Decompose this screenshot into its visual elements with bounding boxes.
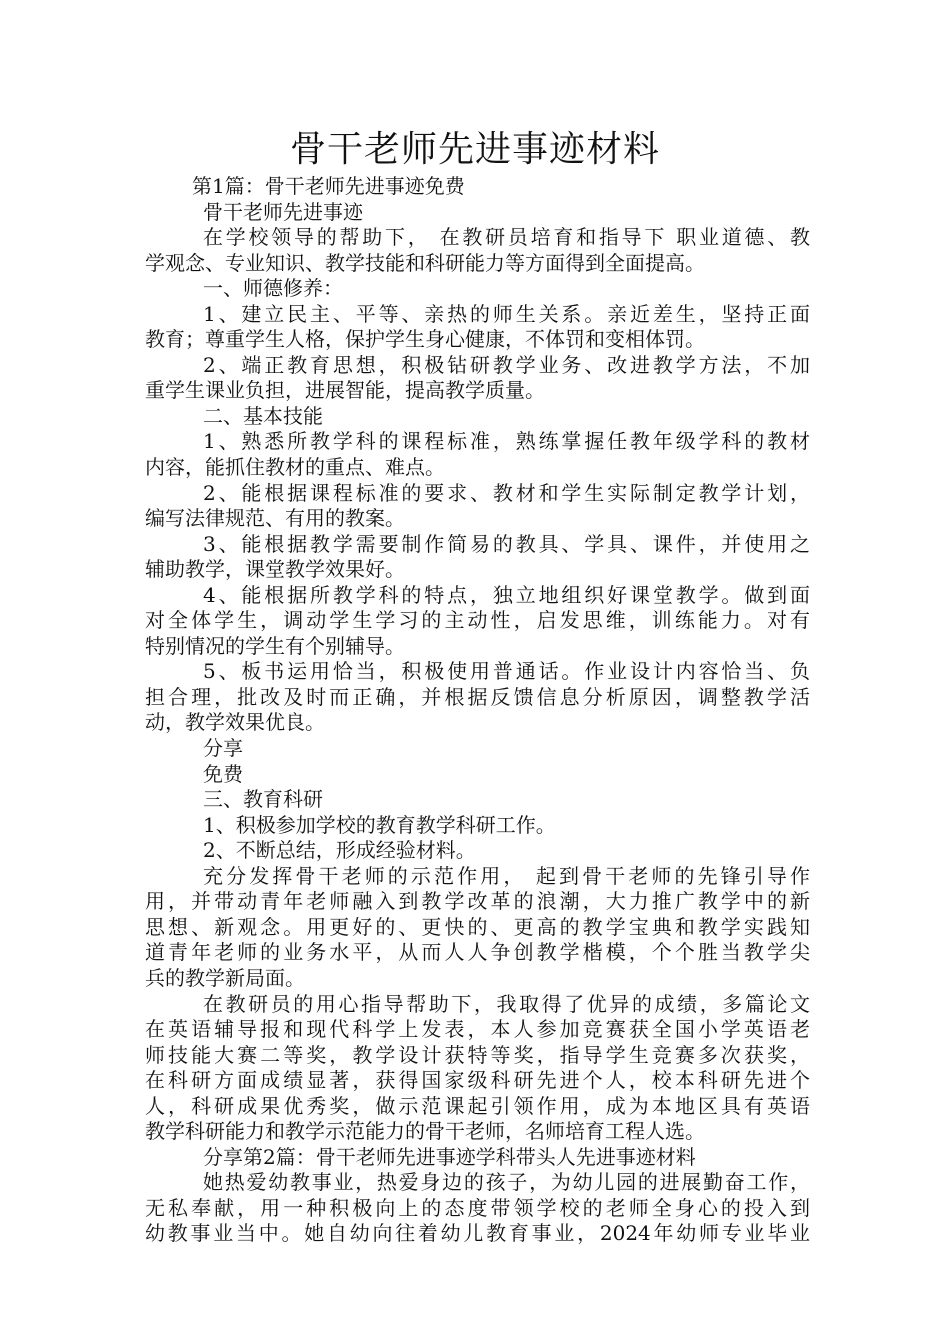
document-title: 骨干老师先进事迹材料: [289, 129, 660, 170]
paragraph-line: 内容，能抓住教材的重点、难点。: [145, 455, 445, 480]
paragraph-line: 编写法律规范、有用的教案。: [145, 506, 405, 531]
paragraph-line: 无私奉献，用一种积极向上的态度带领学校的老师全身心的投入到: [145, 1195, 810, 1220]
paragraph-line: 教育；尊重学生人格，保护学生身心健康，不体罚和变相体罚。: [145, 327, 705, 352]
section-heading: 二、基本技能: [203, 403, 323, 428]
paragraph-line: 对全体学生，调动学生学习的主动性，启发思维，训练能力。对有: [145, 608, 810, 633]
chapter-heading-1: 第1篇：骨干老师先进事迹免费: [192, 174, 465, 198]
paragraph-line: 1、熟悉所教学科的课程标准，熟练掌握任教年级学科的教材: [203, 429, 810, 454]
paragraph-line: 学观念、专业知识、教学技能和科研能力等方面得到全面提高。: [145, 250, 705, 275]
paragraph-line: 重学生课业负担，进展智能，提高教学质量。: [145, 378, 545, 403]
paragraph-line: 在科研方面成绩显著，获得国家级科研先进个人，校本科研先进个: [145, 1068, 810, 1093]
paragraph-line: 思想、新观念。用更好的、更快的、更高的教学宝典和教学实践知: [145, 914, 810, 939]
paragraph-line: 幼教事业当中。她自幼向往着幼儿教育事业，2024年幼师专业毕业: [145, 1221, 810, 1246]
chapter-heading-2: 分享第2篇：骨干老师先进事迹学科带头人先进事迹材料: [203, 1144, 696, 1169]
paragraph-line: 骨干老师先进事迹: [203, 199, 363, 224]
paragraph-line: 她热爱幼教事业，热爱身边的孩子，为幼儿园的进展勤奋工作，: [203, 1170, 810, 1195]
paragraph-line: 充分发挥骨干老师的示范作用， 起到骨干老师的先锋引导作: [203, 863, 810, 888]
paragraph-line: 在英语辅导报和现代科学上发表，本人参加竞赛获全国小学英语老: [145, 1017, 810, 1042]
paragraph-line: 用，并带动青年老师融入到教学改革的浪潮，大力推广教学中的新: [145, 889, 810, 914]
paragraph-line: 2、能根据课程标准的要求、教材和学生实际制定教学计划，: [203, 480, 810, 505]
paragraph-line: 5、板书运用恰当，积极使用普通话。作业设计内容恰当、负: [203, 659, 810, 684]
paragraph-line: 特别情况的学生有个别辅导。: [145, 633, 405, 658]
paragraph-line: 1、建立民主、平等、亲热的师生关系。亲近差生，坚持正面: [203, 301, 810, 326]
section-heading: 三、教育科研: [203, 787, 323, 812]
paragraph-line: 兵的教学新局面。: [145, 965, 305, 990]
paragraph-line: 2、端正教育思想，积极钻研教学业务、改进教学方法，不加: [203, 352, 810, 377]
document-body: [145, 174, 810, 1247]
share-label: 分享: [203, 736, 243, 761]
paragraph-line: 担合理，批改及时而正确，并根据反馈信息分析原因，调整教学活: [145, 684, 810, 709]
paragraph-line: 2、不断总结，形成经验材料。: [203, 838, 476, 863]
section-heading: 一、师德修养：: [203, 276, 343, 301]
paragraph-line: 辅助教学，课堂教学效果好。: [145, 557, 405, 582]
paragraph-line: 1、积极参加学校的教育教学科研工作。: [203, 812, 556, 837]
paragraph-line: 教学科研能力和教学示范能力的骨干老师，名师培育工程人选。: [145, 1119, 705, 1144]
paragraph-line: 动，教学效果优良。: [145, 710, 325, 735]
paragraph-line: 3、能根据教学需要制作简易的教具、学具、课件，并使用之: [203, 531, 810, 556]
paragraph-line: 在学校领导的帮助下， 在教研员培育和指导下 职业道德、教: [203, 225, 810, 250]
paragraph-line: 道青年老师的业务水平，从而人人争创教学楷模，个个胜当教学尖: [145, 940, 810, 965]
paragraph-line: 师技能大赛二等奖，教学设计获特等奖，指导学生竞赛多次获奖，: [145, 1042, 810, 1067]
paragraph-line: 在教研员的用心指导帮助下，我取得了优异的成绩，多篇论文: [203, 991, 810, 1016]
paragraph-line: 人，科研成果优秀奖，做示范课起引领作用，成为本地区具有英语: [145, 1093, 810, 1118]
free-label: 免费: [203, 761, 243, 786]
paragraph-line: 4、能根据所教学科的特点，独立地组织好课堂教学。做到面: [203, 582, 810, 607]
